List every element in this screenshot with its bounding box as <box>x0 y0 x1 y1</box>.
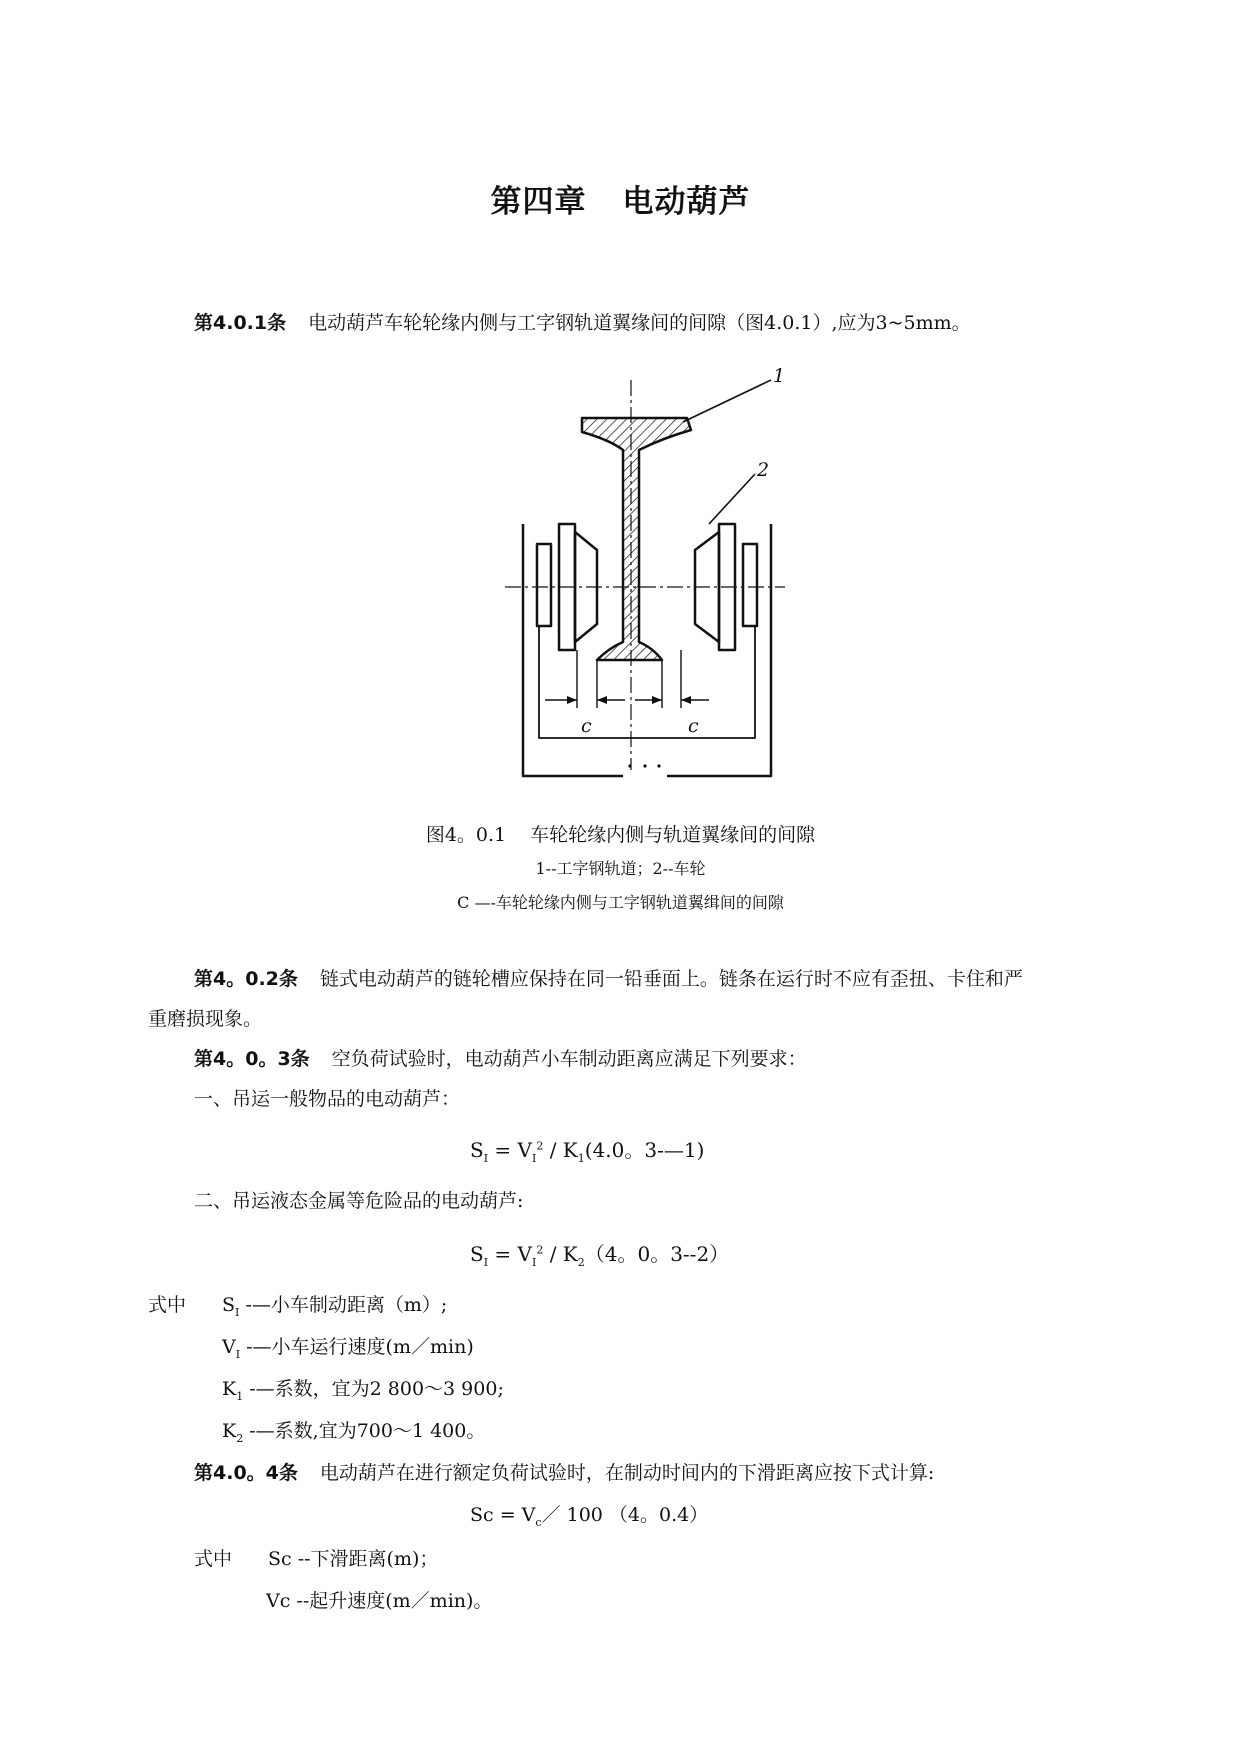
figure-legend: 1--工字钢轨道；2--车轮 <box>535 859 706 878</box>
clause-text: 链式电动葫芦的链轮槽应保持在同一铅垂面上。链条在运行时不应有歪扭、卡住和严 <box>319 968 1023 990</box>
variable-v: $V_I$ -—小车运行速度(m／min) <box>222 1336 474 1361</box>
clause-4-0-2 <box>194 964 1023 991</box>
item-general-goods: 一、吊运一般物品的电动葫芦： <box>194 1088 461 1110</box>
clause-4-0-2-continued: 重磨损现象。 <box>148 1008 263 1030</box>
variables-intro-404: 式中 <box>194 1548 233 1570</box>
right-axle-hub <box>743 544 757 626</box>
rail-wheel-clearance-figure <box>505 362 785 782</box>
clause-label: 第4.0.1条 <box>194 312 287 334</box>
variable-vc: Vc --起升速度(m／min)。 <box>266 1590 493 1612</box>
clause-text: 电动葫芦在进行额定负荷试验时，在制动时间内的下滑距离应按下式计算: <box>319 1462 935 1484</box>
variable-sc: Sc --下滑距离(m)； <box>268 1548 439 1570</box>
clearance-label-right: c <box>688 715 699 737</box>
clause-text: 电动葫芦车轮轮缘内侧与工字钢轨道翼缘间的间隙（图4.0.1）,应为3~5mm。 <box>308 312 971 334</box>
equation-4-0-3-1: $S_I = V_I^2 / K_1(4.0$。3-—1) <box>470 1138 705 1165</box>
figure-number: 图4。0.1 <box>425 824 507 846</box>
equation-4-0-3-2: $S_I = V_I^2 / K_2(4$。0。3--2） <box>470 1242 730 1269</box>
i-beam-rail <box>582 418 691 660</box>
chapter-name: 电动葫芦 <box>622 184 751 220</box>
clause-4-0-4 <box>194 1458 934 1485</box>
clause-4-0-1 <box>194 308 971 335</box>
clause-label: 第4。0。3条 <box>194 1048 310 1070</box>
left-axle-hub <box>537 544 551 626</box>
figure-title: 车轮轮缘内侧与轨道翼缘间的间隙 <box>530 824 816 846</box>
variable-s: $S_I$ -—小车制动距离（m）; <box>222 1294 448 1319</box>
chapter-number: 第四章 <box>490 184 587 220</box>
equation-4-0-4: $Sc = V_c/$ 100 （4。0.4） <box>470 1504 709 1529</box>
clearance-label-left: c <box>581 715 592 737</box>
clause-label: 第4.0。4条 <box>194 1462 298 1484</box>
variable-k1: $K_1$ -—系数，宜为2 800～3 900; <box>222 1378 504 1403</box>
clause-4-0-3 <box>194 1044 807 1071</box>
item-hazardous-goods: 二、吊运液态金属等危险品的电动葫芦: <box>194 1190 524 1212</box>
variables-intro: 式中 <box>148 1294 187 1316</box>
clause-text: 空负荷试验时，电动葫芦小车制动距离应满足下列要求： <box>331 1048 807 1070</box>
callout-2: 2 <box>757 459 770 481</box>
figure-note: C —-车轮轮缘内侧与工字钢轨道翼缉间的间隙 <box>457 893 784 912</box>
figure-caption <box>0 820 1241 847</box>
variable-k2: $K_2$ -—系数,宜为700～1 400。 <box>222 1420 486 1445</box>
page-title <box>0 176 1241 221</box>
callout-1: 1 <box>773 365 785 387</box>
clause-label: 第4。0.2条 <box>194 968 298 990</box>
